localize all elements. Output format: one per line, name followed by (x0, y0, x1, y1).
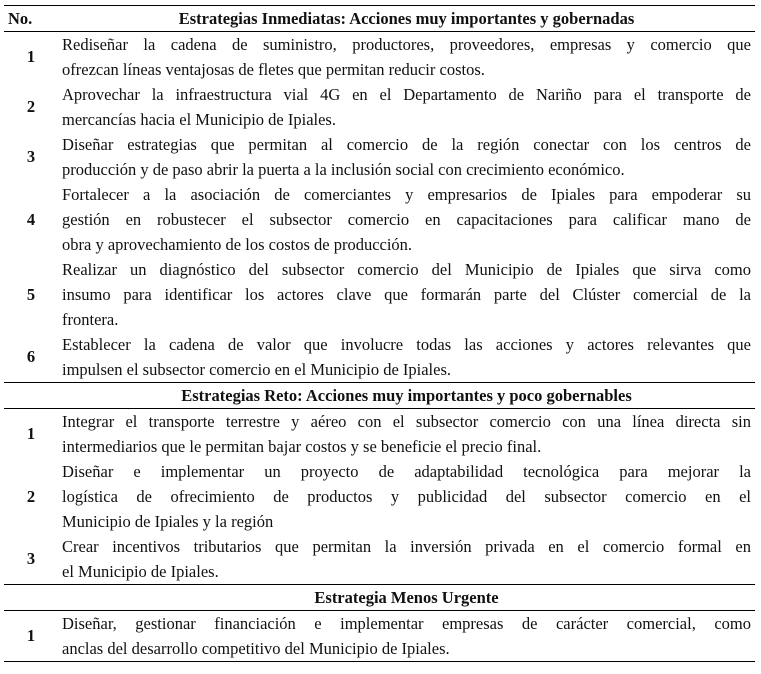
row-text-line: gestión en robustecer el subsector comercio en capacitaciones para calificar mano de (62, 210, 751, 229)
row-text-line: Crear incentivos tributarios que permitan la inversión privada en el comercio formal en (62, 537, 751, 556)
row-text-line: Aprovechar la infraestructura vial 4G en el Departamento de Nariño para el transporte de (62, 85, 751, 104)
row-text (58, 611, 755, 662)
row-text-line: logística de ofrecimiento de productos y publicidad del subsector comercio en el (62, 487, 751, 506)
row-text-line: Integrar el transporte terrestre y aéreo con el subsector comercio con una línea directa sin (62, 412, 751, 431)
column-header-empty (4, 585, 58, 611)
section-title: Estrategia Menos Urgente (58, 585, 755, 611)
row-text (58, 257, 755, 332)
row-text-line: Establecer la cadena de valor que involucre todas las acciones y actores relevantes que (62, 335, 751, 354)
row-text-line: el Municipio de Ipiales. (62, 562, 219, 581)
row-text-line: Fortalecer a la asociación de comerciantes y empresarios de Ipiales para empoderar su (62, 185, 751, 204)
row-text-line: frontera. (62, 310, 119, 329)
table-row (4, 132, 755, 182)
row-number: 4 (26, 209, 36, 229)
row-number: 5 (26, 284, 36, 304)
row-text-line: Diseñar e implementar un proyecto de adaptabilidad tecnológica para mejorar la (62, 462, 751, 481)
table-row (4, 32, 755, 83)
row-number: 6 (26, 347, 36, 366)
table-row (4, 257, 755, 332)
section-header-row (4, 585, 755, 611)
table-row (4, 459, 755, 534)
section-title: Estrategias Reto: Acciones muy importantes y poco gobernables (58, 383, 755, 409)
row-text-line: insumo para identificar los actores clave que formarán parte del Clúster comercial de la (62, 285, 751, 304)
table-row (4, 182, 755, 257)
table-row (4, 82, 755, 132)
row-text-line: intermediarios que le permitan bajar costos y se beneficie el precio final. (62, 437, 542, 456)
row-number: 1 (26, 47, 36, 66)
section-header-row (4, 383, 755, 409)
strategies-table (4, 5, 755, 662)
table-row (4, 332, 755, 383)
row-text (58, 459, 755, 534)
row-text (58, 409, 755, 460)
row-number: 2 (26, 97, 36, 116)
section-header-row (4, 6, 755, 32)
row-number: 1 (4, 611, 58, 662)
row-text-line: Realizar un diagnóstico del subsector comercio del Municipio de Ipiales que sirva como (62, 260, 751, 279)
row-number: 1 (26, 424, 36, 443)
row-number: 3 (26, 549, 36, 568)
row-number: 3 (26, 147, 36, 166)
table-row (4, 611, 755, 662)
row-text (58, 82, 755, 132)
row-text-line: anclas del desarrollo competitivo del Municipio de Ipiales. (62, 639, 450, 658)
table-row (4, 534, 755, 585)
row-text (58, 32, 755, 83)
row-text-line: mercancías hacia el Municipio de Ipiales. (62, 110, 336, 129)
row-text-line: ofrezcan líneas ventajosas de fletes que permitan reducir costos. (62, 60, 485, 79)
row-text (58, 132, 755, 182)
row-text (58, 534, 755, 585)
section-title: Estrategias Inmediatas: Acciones muy importantes y gobernadas (58, 6, 755, 32)
row-text (58, 182, 755, 257)
strategies-table-body (4, 6, 755, 662)
row-text-line: Diseñar estrategias que permitan al comercio de la región conectar con los centros de (62, 135, 751, 154)
row-text-line: Diseñar, gestionar financiación e implementar empresas de carácter comercial, como (62, 614, 751, 633)
column-header-no: No. (4, 6, 58, 32)
row-text-line: obra y aprovechamiento de los costos de producción. (62, 235, 413, 254)
column-header-empty (4, 383, 58, 409)
table-row (4, 409, 755, 460)
row-number: 2 (26, 486, 36, 506)
row-text (58, 332, 755, 383)
row-text-line: Municipio de Ipiales y la región (62, 512, 274, 531)
row-text-line: Rediseñar la cadena de suministro, productores, proveedores, empresas y comercio que (62, 35, 751, 54)
row-text-line: impulsen el subsector comercio en el Municipio de Ipiales. (62, 360, 452, 379)
row-text-line: producción y de paso abrir la puerta a la inclusión social con crecimiento económico. (62, 160, 625, 179)
